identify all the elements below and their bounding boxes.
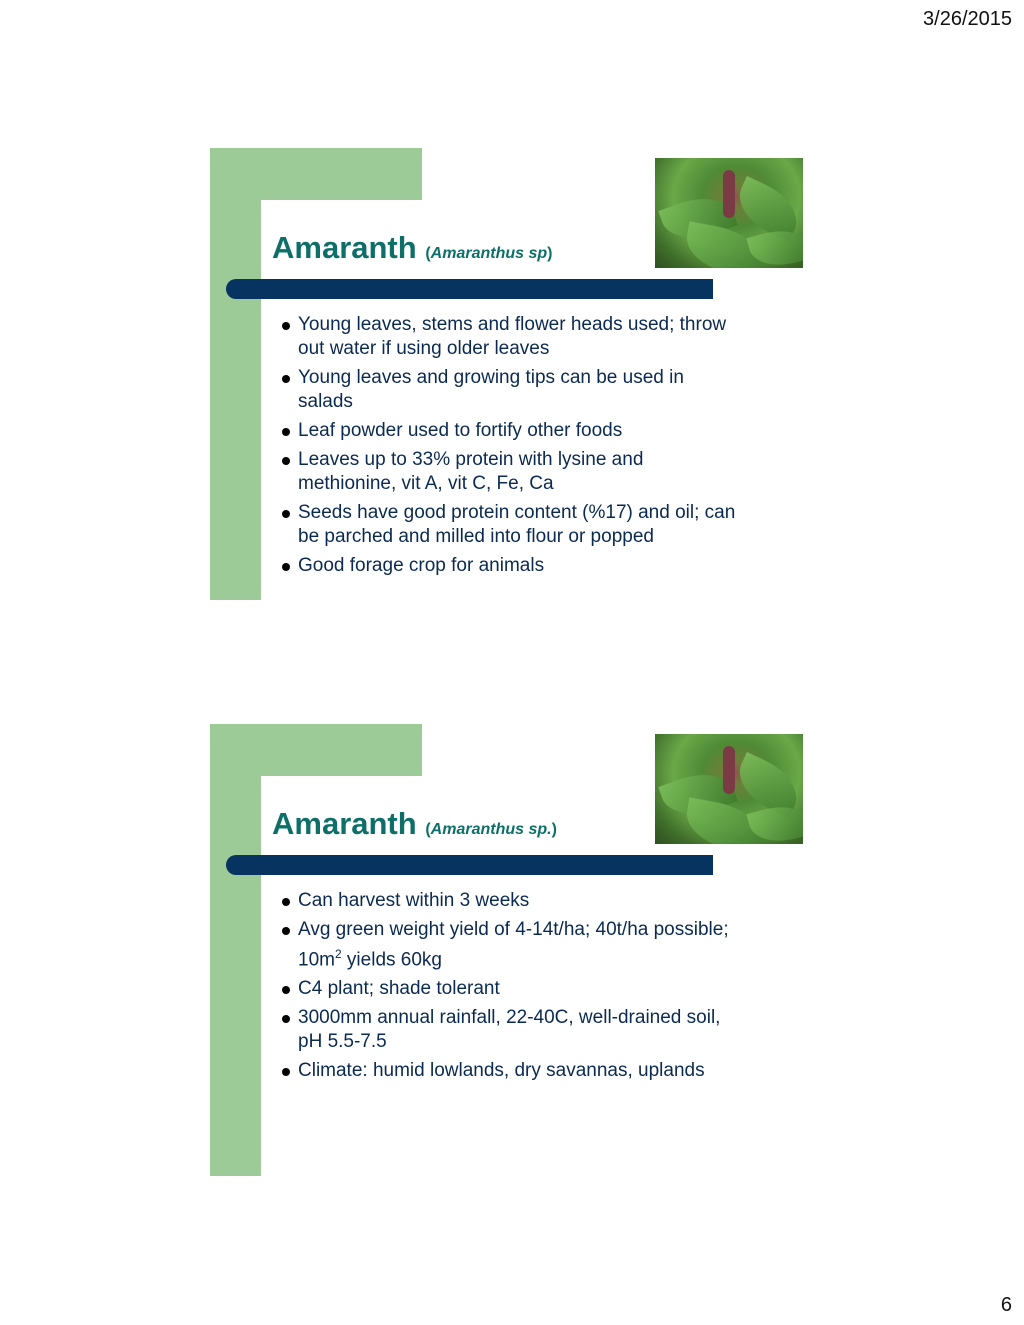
scientific-name: (Amaranthus sp.): [425, 821, 557, 838]
title-text: Amaranth: [272, 230, 417, 265]
bullet-item: Climate: humid lowlands, dry savannas, uplands: [282, 1059, 742, 1083]
page-date: 3/26/2015: [923, 8, 1012, 30]
bullet-item: Avg green weight yield of 4-14t/ha; 40t/ha possible; $10m^2$ yields 60kg: [282, 918, 742, 972]
slide-1: [210, 148, 810, 600]
bullet-item: Good forage crop for animals: [282, 554, 742, 578]
slide-title: [272, 230, 552, 266]
bullet-item: Young leaves and growing tips can be used in salads: [282, 366, 742, 414]
slide-2: [210, 724, 810, 1176]
green-vertical-bar: [210, 148, 261, 600]
title-rule: [226, 279, 713, 299]
amaranth-photo: [655, 158, 803, 268]
bullet-item: Young leaves, stems and flower heads used; throw out water if using older leaves: [282, 313, 742, 361]
bullet-item: C4 plant; shade tolerant: [282, 977, 742, 1001]
green-top-bar: [210, 148, 422, 200]
green-vertical-bar: [210, 724, 261, 1176]
bullet-list: [282, 313, 742, 583]
bullet-item: Seeds have good protein content (%17) and oil; can be parched and milled into flour or popped: [282, 501, 742, 549]
bullet-list: [282, 889, 742, 1088]
title-rule: [226, 855, 713, 875]
bullet-item: 3000mm annual rainfall, 22-40C, well-drained soil, pH 5.5-7.5: [282, 1006, 742, 1054]
title-text: Amaranth: [272, 806, 417, 841]
slide-title: [272, 806, 557, 842]
scientific-name: (Amaranthus sp): [425, 245, 553, 262]
amaranth-photo: [655, 734, 803, 844]
bullet-item: Leaf powder used to fortify other foods: [282, 419, 742, 443]
green-top-bar: [210, 724, 422, 776]
page-number: 6: [1000, 1294, 1012, 1316]
bullet-item: Leaves up to 33% protein with lysine and methionine, vit A, vit C, Fe, Ca: [282, 448, 742, 496]
bullet-item: Can harvest within 3 weeks: [282, 889, 742, 913]
